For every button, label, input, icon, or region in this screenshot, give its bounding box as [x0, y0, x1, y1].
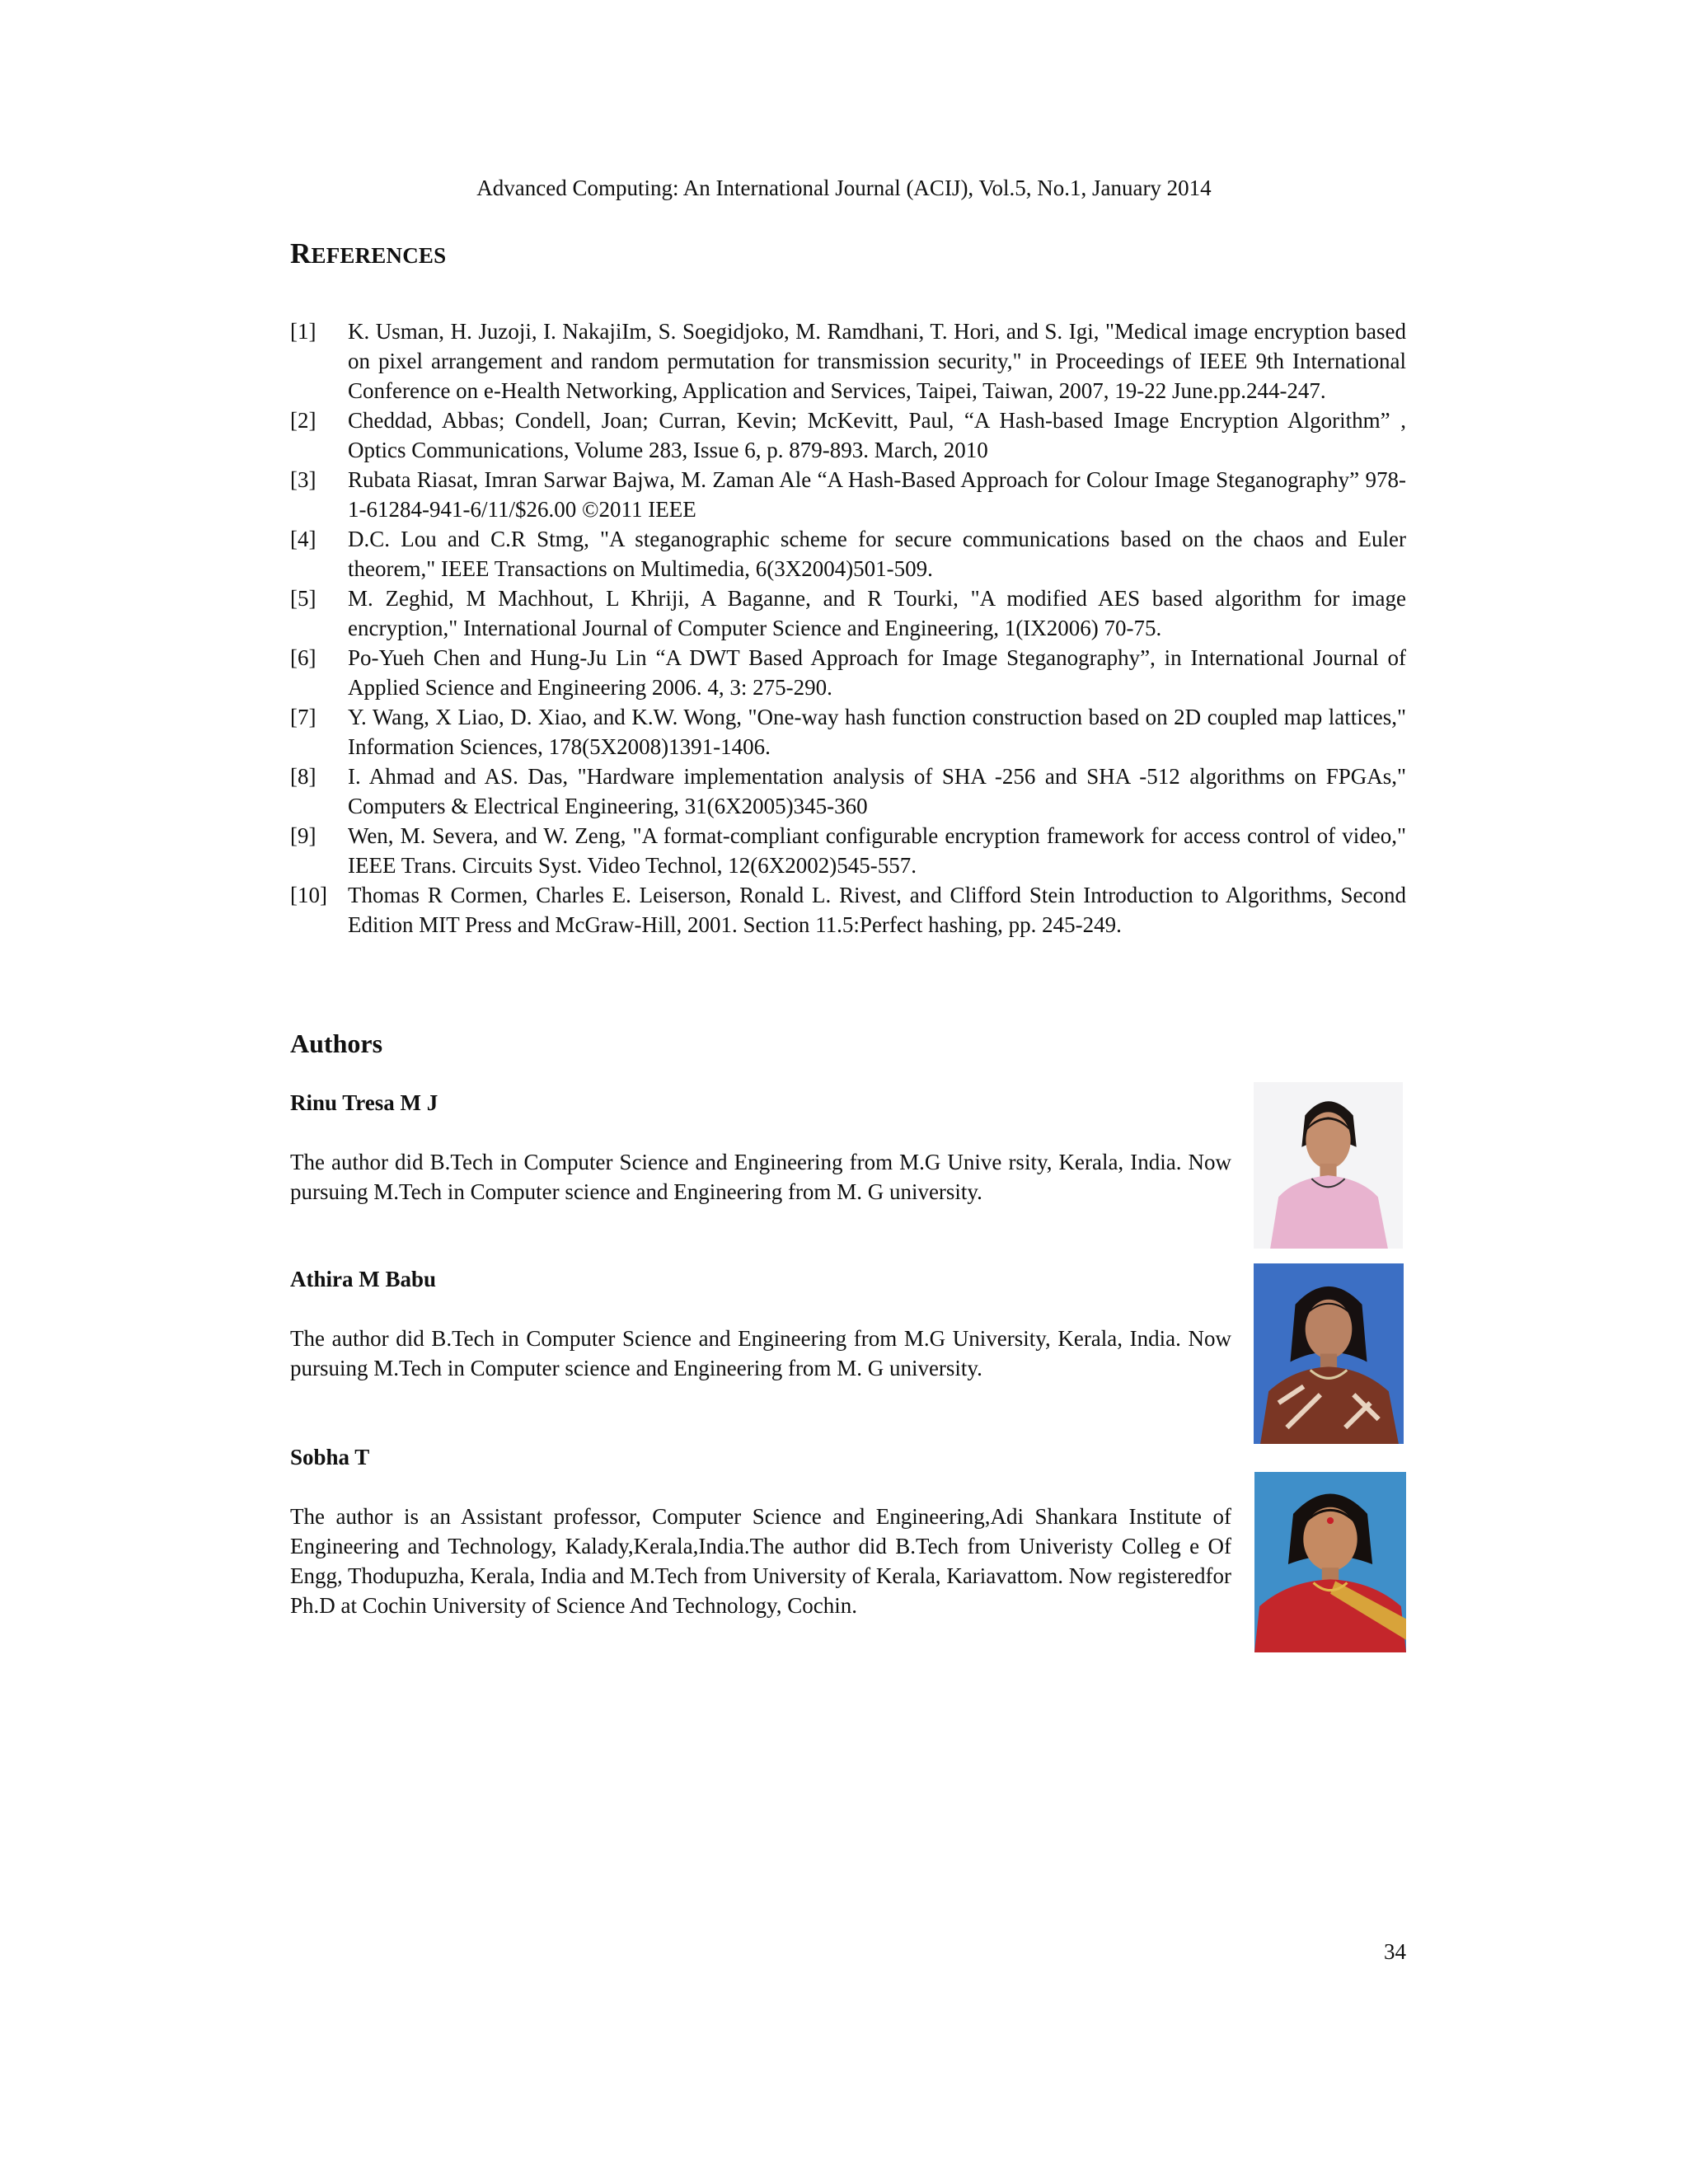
reference-item — [290, 583, 1406, 643]
reference-number: [4] — [290, 527, 316, 551]
reference-number: [3] — [290, 467, 316, 492]
references-heading-initial: R — [290, 237, 312, 269]
reference-text: D.C. Lou and C.R Stmg, "A steganographic scheme for secure communications based on the chaos and Euler theorem," IEEE Transactions on Multimedia, 6(3X2004)501-509. — [348, 527, 1406, 581]
authors-heading: Authors — [290, 1029, 383, 1058]
references-heading — [290, 236, 446, 274]
reference-number: [6] — [290, 645, 316, 670]
author-name-sobha: Sobha T — [290, 1445, 370, 1469]
references-heading-rest: EFERENCES — [311, 243, 447, 268]
reference-item — [290, 702, 1406, 762]
reference-number: [8] — [290, 764, 316, 789]
reference-item — [290, 524, 1406, 583]
author-photo-sobha — [1254, 1472, 1406, 1652]
author-bio-athira: The author did B.Tech in Computer Science and Engineering from M.G University, Kerala, India. Now pursuing M.Tech in Computer science and Engineering from M. G university. — [290, 1326, 1231, 1380]
reference-item — [290, 405, 1406, 465]
reference-text: Wen, M. Severa, and W. Zeng, "A format-compliant configurable encryption framework for access control of video," IEEE Trans. Circuits Syst. Video Technol, 12(6X2002)545-557. — [348, 823, 1406, 878]
reference-text: Cheddad, Abbas; Condell, Joan; Curran, Kevin; McKevitt, Paul, “A Hash-based Image Encryption Algorithm” , Optics Communications, Volume 283, Issue 6, p. 879-893. March, 2010 — [348, 408, 1406, 462]
page-number: 34 — [1384, 1939, 1406, 1964]
reference-text: K. Usman, H. Juzoji, I. NakajiIm, S. Soegidjoko, M. Ramdhani, T. Hori, and S. Igi, "Medical image encryption based on pixel arrangement and random permutation for transmission security," in Proceedings of IEEE 9th International Conference on e-Health Networking, Application and Services, Taipei, Taiwan, 2007, 19-22 June.pp.244-247. — [348, 319, 1406, 403]
author-name-rinu: Rinu Tresa M J — [290, 1090, 438, 1115]
reference-item — [290, 880, 1406, 940]
reference-number: [10] — [290, 883, 327, 907]
reference-text: Rubata Riasat, Imran Sarwar Bajwa, M. Zaman Ale “A Hash-Based Approach for Colour Image Steganography” 978-1-61284-941-6/11/$26.00 ©2011 IEEE — [348, 467, 1406, 522]
reference-text: I. Ahmad and AS. Das, "Hardware implementation analysis of SHA -256 and SHA -512 algorithms on FPGAs," Computers & Electrical Engineering, 31(6X2005)345-360 — [348, 764, 1406, 818]
reference-text: M. Zeghid, M Machhout, L Khriji, A Baganne, and R Tourki, "A modified AES based algorithm for image encryption," International Journal of Computer Science and Engineering, 1(IX2006) 70-75. — [348, 586, 1406, 640]
reference-item — [290, 762, 1406, 821]
reference-text: Y. Wang, X Liao, D. Xiao, and K.W. Wong, "One-way hash function construction based on 2D coupled map lattices," Information Sciences, 178(5X2008)1391-1406. — [348, 705, 1406, 759]
reference-number: [1] — [290, 319, 316, 344]
reference-list — [290, 316, 1406, 940]
author-photo-rinu — [1254, 1082, 1403, 1249]
reference-number: [2] — [290, 408, 316, 433]
reference-item — [290, 465, 1406, 524]
author-photo-athira — [1254, 1263, 1404, 1444]
reference-number: [9] — [290, 823, 316, 848]
author-name-athira: Athira M Babu — [290, 1267, 437, 1291]
reference-item — [290, 643, 1406, 702]
reference-item — [290, 316, 1406, 405]
author-bio-rinu: The author did B.Tech in Computer Science and Engineering from M.G Unive rsity, Kerala, India. Now pursuing M.Tech in Computer science and Engineering from M. G university. — [290, 1150, 1231, 1204]
running-header: Advanced Computing: An International Journal (ACIJ), Vol.5, No.1, January 2014 — [476, 176, 1212, 200]
reference-number: [5] — [290, 586, 316, 611]
author-bio-sobha: The author is an Assistant professor, Computer Science and Engineering,Adi Shankara Institute of Engineering and Technology, Kalady,Kerala,India.The author did B.Tech from Univeristy Colleg e Of Engg, Thodupuzha, Kerala, India and M.Tech from University of Kerala, Kariavattom. Now registeredfor Ph.D at Cochin University of Science And Technology, Cochin. — [290, 1504, 1231, 1618]
reference-item — [290, 821, 1406, 880]
reference-text: Thomas R Cormen, Charles E. Leiserson, Ronald L. Rivest, and Clifford Stein Introduction to Algorithms, Second Edition MIT Press and McGraw-Hill, 2001. Section 11.5:Perfect hashing, pp. 245-249. — [348, 883, 1406, 937]
reference-text: Po-Yueh Chen and Hung-Ju Lin “A DWT Based Approach for Image Steganography”, in International Journal of Applied Science and Engineering 2006. 4, 3: 275-290. — [348, 645, 1406, 700]
reference-number: [7] — [290, 705, 316, 729]
